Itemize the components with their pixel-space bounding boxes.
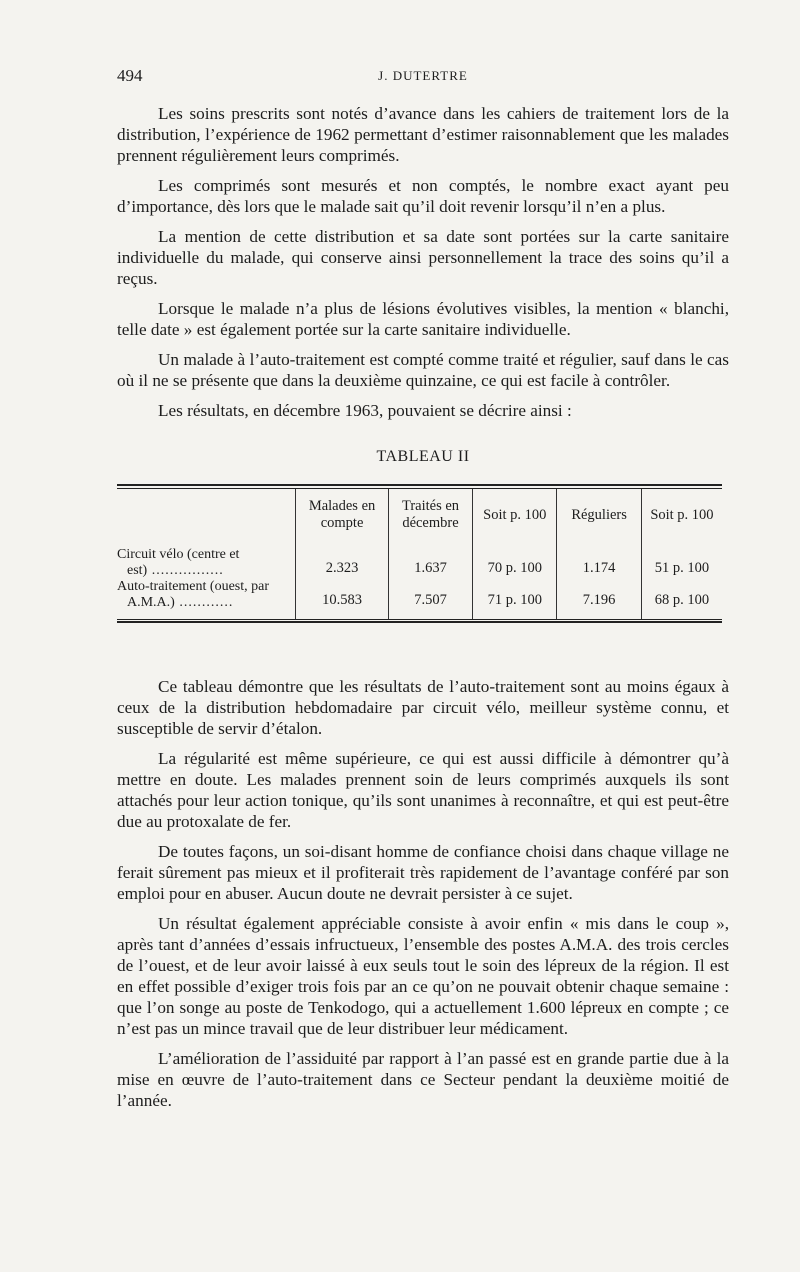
paragraph: Lorsque le malade n’a plus de lésions évolutives visibles, la mention « blanchi, telle date » est également portée sur la carte sanitaire individuelle. — [117, 299, 729, 339]
column-header-soit-2: Soit p. 100 — [641, 489, 722, 541]
paragraph: De toutes façons, un soi-disant homme de confiance choisi dans chaque village ne ferait sûrement pas mieux et il profiterait très rapidement de l’avantage conféré par son emploi pour en abuser. Aucun doute ne devrait persister à ce sujet. — [117, 842, 729, 903]
paragraph: Un résultat également appréciable consiste à avoir enfin « mis dans le coup », après tant d’années d’essais infructueux, l’ensemble des postes A.M.A. des trois cercles de l’ouest, et de leur avoir laissé à eux seuls tout le soin des lépreux de la région. Il est en effet possible d’exiger trois fois par an ce qu’on ne pouvait obtenir chaque semaine : que l’on songe au poste de Tenkodogo, qui a actuellement 1.600 lépreux en compte ; ce n’est pas un mince travail que de leur distribuer leur médicament. — [117, 914, 729, 1038]
table-row — [117, 547, 722, 579]
row-label: Auto-traitement (ouest, par A.M.A.) ............ — [117, 579, 270, 610]
paragraph: Les résultats, en décembre 1963, pouvaient se décrire ainsi : — [158, 401, 572, 420]
cell-malades: 2.323 — [296, 547, 388, 579]
column-header-label — [117, 489, 296, 541]
cell-soit-1: 70 p. 100 — [473, 547, 557, 579]
cell-traites: 7.507 — [388, 579, 473, 619]
running-head: J. DUTERTRE — [378, 68, 468, 83]
paragraph: Un malade à l’auto-traitement est compté comme traité et régulier, sauf dans le cas où il ne se présente que dans la deuxième quinzaine, ce qui est facile à contrôler. — [117, 350, 729, 390]
data-table — [117, 484, 722, 623]
table-row — [117, 579, 722, 619]
body-text-bottom — [117, 676, 729, 1120]
cell-reguliers: 1.174 — [557, 547, 642, 579]
body-text-top — [117, 103, 729, 430]
row-label: Circuit vélo (centre et est) ................ — [117, 547, 240, 578]
cell-soit-2: 51 p. 100 — [641, 547, 722, 579]
paragraph: Ce tableau démontre que les résultats de l’auto-traitement sont au moins égaux à ceux de la distribution hebdomadaire par circuit vélo, meilleur système connu, et susceptible de servir d’étalon. — [117, 677, 729, 738]
cell-soit-1: 71 p. 100 — [473, 579, 557, 619]
paragraph: Les soins prescrits sont notés d’avance dans les cahiers de traitement lors de la distribution, l’expérience de 1962 permettant d’estimer raisonnablement que les malades prennent régulièrement leurs comprimés. — [117, 104, 729, 165]
paragraph: La mention de cette distribution et sa date sont portées sur la carte sanitaire individuelle du malade, qui conserve ainsi personnellement la trace des soins qu’il a reçus. — [117, 227, 729, 288]
cell-reguliers: 7.196 — [557, 579, 642, 619]
table-caption: TABLEAU II — [376, 448, 470, 465]
cell-soit-2: 68 p. 100 — [641, 579, 722, 619]
paragraph: Les comprimés sont mesurés et non comptés, le nombre exact ayant peu d’importance, dès lors que le malade sait qu’il doit revenir lorsqu’il n’en a plus. — [117, 176, 729, 216]
paragraph: La régularité est même supérieure, ce qui est aussi difficile à démontrer qu’à mettre en doute. Les malades prennent soin de leurs comprimés auxquels ils sont attachés pour leur action tonique, qu’ils sont unanimes à reconnaître, et qui est peut-être due au protoxalate de fer. — [117, 749, 729, 831]
table-bottom-rule — [117, 619, 722, 623]
cell-malades: 10.583 — [296, 579, 388, 619]
paragraph: L’amélioration de l’assiduité par rapport à l’an passé est en grande partie due à la mise en œuvre de l’auto-traitement dans ce Secteur pendant la deuxième moitié de l’année. — [117, 1049, 729, 1110]
page-header — [117, 66, 729, 88]
column-header-malades: Malades en compte — [296, 489, 388, 541]
column-header-traites: Traités en décembre — [388, 489, 473, 541]
cell-traites: 1.637 — [388, 547, 473, 579]
page-number: 494 — [117, 66, 143, 85]
column-header-soit-1: Soit p. 100 — [473, 489, 557, 541]
column-header-reguliers: Réguliers — [557, 489, 642, 541]
